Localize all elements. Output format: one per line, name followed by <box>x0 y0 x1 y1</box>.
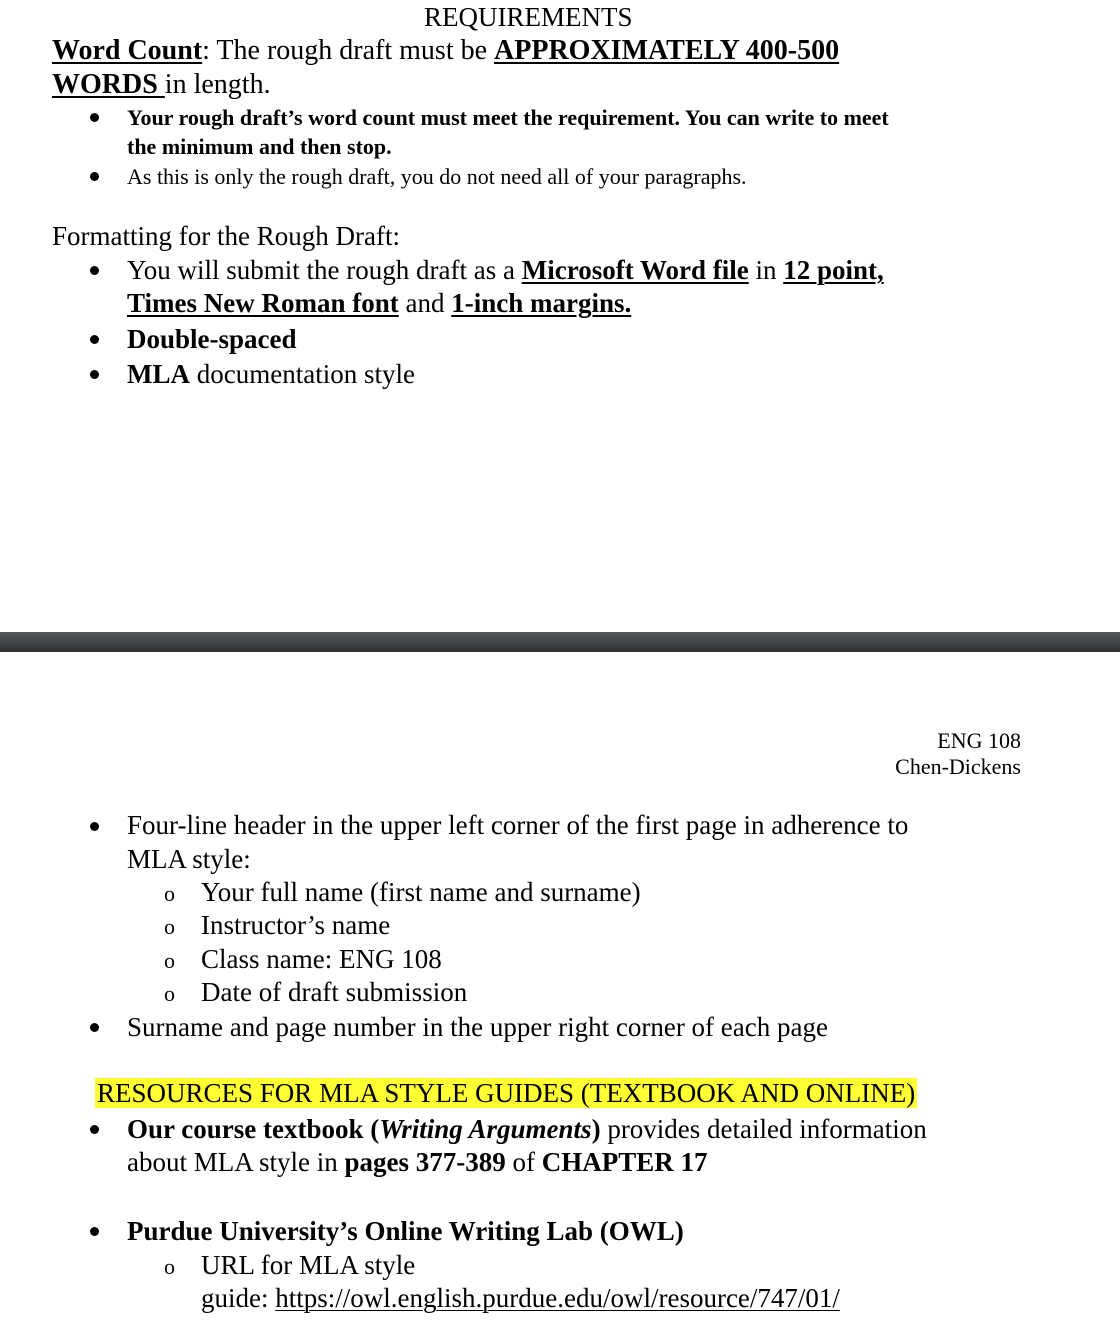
bullet-icon <box>90 1227 99 1236</box>
document-page-1 <box>0 0 1120 632</box>
word-count-amount: APPROXIMATELY 400-500 <box>494 35 840 66</box>
word-count-bullet-1-line-2: the minimum and then stop. <box>127 134 392 159</box>
word-count-line-2: WORDS in length. <box>52 69 271 100</box>
word-count-label: Word Count <box>52 35 203 66</box>
word-count-bullet-2: As this is only the rough draft, you do not need all of your paragraphs. <box>127 164 747 189</box>
header-bullet-line-2: MLA style: <box>127 844 251 874</box>
page-heading: REQUIREMENTS <box>424 2 633 32</box>
owl-url-link[interactable]: https://owl.english.purdue.edu/owl/resource/747/01/ <box>275 1283 840 1313</box>
circle-bullet-icon: o <box>164 948 175 973</box>
sub-item-class: Class name: ENG 108 <box>201 944 442 974</box>
document-page-2 <box>0 652 1120 1338</box>
circle-bullet-icon: o <box>164 981 175 1006</box>
formatting-heading: Formatting for the Rough Draft: <box>52 221 400 251</box>
sub-item-date: Date of draft submission <box>201 977 468 1007</box>
bullet-icon <box>90 266 99 275</box>
font-size-requirement: 12 point, <box>783 255 884 285</box>
resources-heading: RESOURCES FOR MLA STYLE GUIDES (TEXTBOOK AND ONLINE) <box>97 1078 916 1108</box>
header-instructor: Chen-Dickens <box>895 754 1021 779</box>
sub-item-full-name: Your full name (first name and surname) <box>201 877 641 907</box>
owl-url-label: URL for MLA style <box>201 1250 416 1280</box>
bullet-icon <box>90 370 99 379</box>
textbook-pages: pages 377-389 <box>344 1147 506 1177</box>
textbook-chapter: CHAPTER 17 <box>541 1147 708 1177</box>
bullet-icon <box>90 172 99 181</box>
circle-bullet-icon: o <box>164 1254 175 1279</box>
word-count-line-1: Word Count: The rough draft must be APPROXIMATELY 400-500 <box>52 35 840 66</box>
formatting-item-3: MLA documentation style <box>127 359 415 389</box>
word-count-bullet-1-line-1: Your rough draft’s word count must meet the requirement. You can write to meet <box>127 105 889 130</box>
page-break-divider <box>0 632 1120 652</box>
formatting-item-1-line-2: Times New Roman font and 1-inch margins. <box>127 288 632 318</box>
word-file-requirement: Microsoft Word file <box>521 255 749 285</box>
formatting-item-2: Double-spaced <box>127 324 297 354</box>
owl-url-line: guide: https://owl.english.purdue.edu/owl/resource/747/01/ <box>201 1283 840 1313</box>
bullet-icon <box>90 1023 99 1032</box>
margin-requirement: 1-inch margins. <box>451 288 632 318</box>
header-course: ENG 108 <box>937 728 1021 753</box>
textbook-line-2: about MLA style in pages 377-389 of CHAPTER 17 <box>127 1147 708 1177</box>
header-bullet-line-1: Four-line header in the upper left corner of the first page in adherence to <box>127 810 909 840</box>
circle-bullet-icon: o <box>164 881 175 906</box>
textbook-title: Writing Arguments <box>379 1114 592 1144</box>
surname-bullet: Surname and page number in the upper right corner of each page <box>127 1012 828 1042</box>
owl-title: Purdue University’s Online Writing Lab (OWL) <box>127 1216 684 1246</box>
textbook-line-1: Our course textbook (Writing Arguments) provides detailed information <box>127 1114 927 1144</box>
formatting-item-1-line-1: You will submit the rough draft as a Microsoft Word file in 12 point, <box>127 255 884 285</box>
bullet-icon <box>90 113 99 122</box>
bullet-icon <box>90 1125 99 1134</box>
font-requirement: Times New Roman font <box>127 288 399 318</box>
bullet-icon <box>90 335 99 344</box>
circle-bullet-icon: o <box>164 914 175 939</box>
bullet-icon <box>90 822 99 831</box>
sub-item-instructor: Instructor’s name <box>201 910 391 940</box>
